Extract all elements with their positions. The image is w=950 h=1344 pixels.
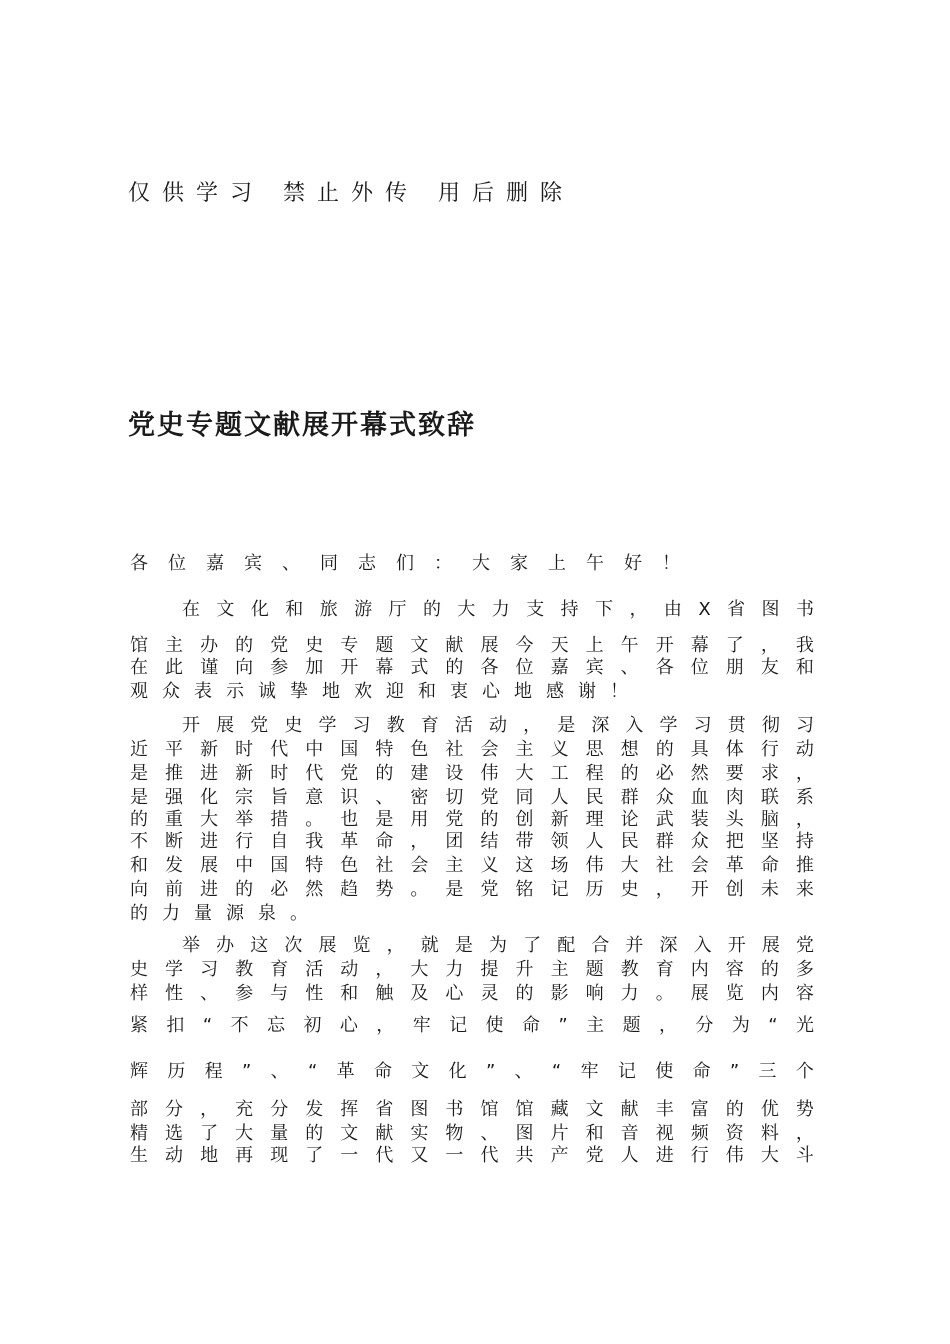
body-line: 在 文 化 和 旅 游 厅 的 大 力 支 持 下 ， 由 X 省 图 书 — [182, 599, 814, 620]
body-line: 样 性 、 参 与 性 和 触 及 心 灵 的 影 响 力 。 展 览 内 容 — [130, 983, 814, 1004]
body-line: 精 选 了 大 量 的 文 献 实 物 、 图 片 和 音 视 频 资 料 ， — [130, 1123, 814, 1144]
body-line: 史 学 习 教 育 活 动 ， 大 力 提 升 主 题 教 育 内 容 的 多 — [130, 959, 814, 980]
confidentiality-notice: 仅供学习 禁止外传 用后删除 — [128, 181, 574, 206]
document-title: 党史专题文献展开幕式致辞 — [128, 410, 476, 441]
body-line: 是 强 化 宗 旨 意 识 、 密 切 党 同 人 民 群 众 血 肉 联 系 — [130, 787, 814, 808]
body-line: 的 重 大 举 措 。 也 是 用 党 的 创 新 理 论 武 装 头 脑 ， — [130, 809, 814, 830]
body-line: 近 平 新 时 代 中 国 特 色 社 会 主 义 思 想 的 具 体 行 动 — [130, 739, 814, 760]
body-line: 和 发 展 中 国 特 色 社 会 主 义 这 场 伟 大 社 会 革 命 推 — [130, 855, 814, 876]
body-line: 生 动 地 再 现 了 一 代 又 一 代 共 产 党 人 进 行 伟 大 斗 — [130, 1145, 814, 1166]
body-line: 开 展 党 史 学 习 教 育 活 动 ， 是 深 入 学 习 贯 彻 习 — [182, 715, 814, 736]
body-line: 各 位 嘉 宾 、 同 志 们 ： 大 家 上 午 好 ！ — [130, 553, 680, 574]
body-line: 馆 主 办 的 党 史 专 题 文 献 展 今 天 上 午 开 幕 了 ， 我 — [130, 635, 814, 656]
body-line: 部 分 ， 充 分 发 挥 省 图 书 馆 馆 藏 文 献 丰 富 的 优 势 — [130, 1099, 814, 1120]
body-line: 向 前 进 的 必 然 趋 势 。 是 党 铭 记 历 史 ， 开 创 未 来 — [130, 879, 814, 900]
body-line: 紧 扣 “ 不 忘 初 心 ， 牢 记 使 命 ” 主 题 ， 分 为 “ 光 — [130, 1015, 814, 1036]
body-line: 的 力 量 源 泉 。 — [130, 903, 308, 924]
body-line: 是 推 进 新 时 代 党 的 建 设 伟 大 工 程 的 必 然 要 求 ， — [130, 763, 814, 784]
body-line: 观 众 表 示 诚 挚 地 欢 迎 和 衷 心 地 感 谢 ！ — [130, 681, 628, 702]
body-line: 举 办 这 次 展 览 ， 就 是 为 了 配 合 并 深 入 开 展 党 — [182, 935, 814, 956]
body-line: 在 此 谨 向 参 加 开 幕 式 的 各 位 嘉 宾 、 各 位 朋 友 和 — [130, 657, 814, 678]
body-line: 辉 历 程 ” 、 “ 革 命 文 化 ” 、 “ 牢 记 使 命 ” 三 个 — [130, 1061, 814, 1082]
body-line: 不 断 进 行 自 我 革 命 ， 团 结 带 领 人 民 群 众 把 坚 持 — [130, 831, 814, 852]
